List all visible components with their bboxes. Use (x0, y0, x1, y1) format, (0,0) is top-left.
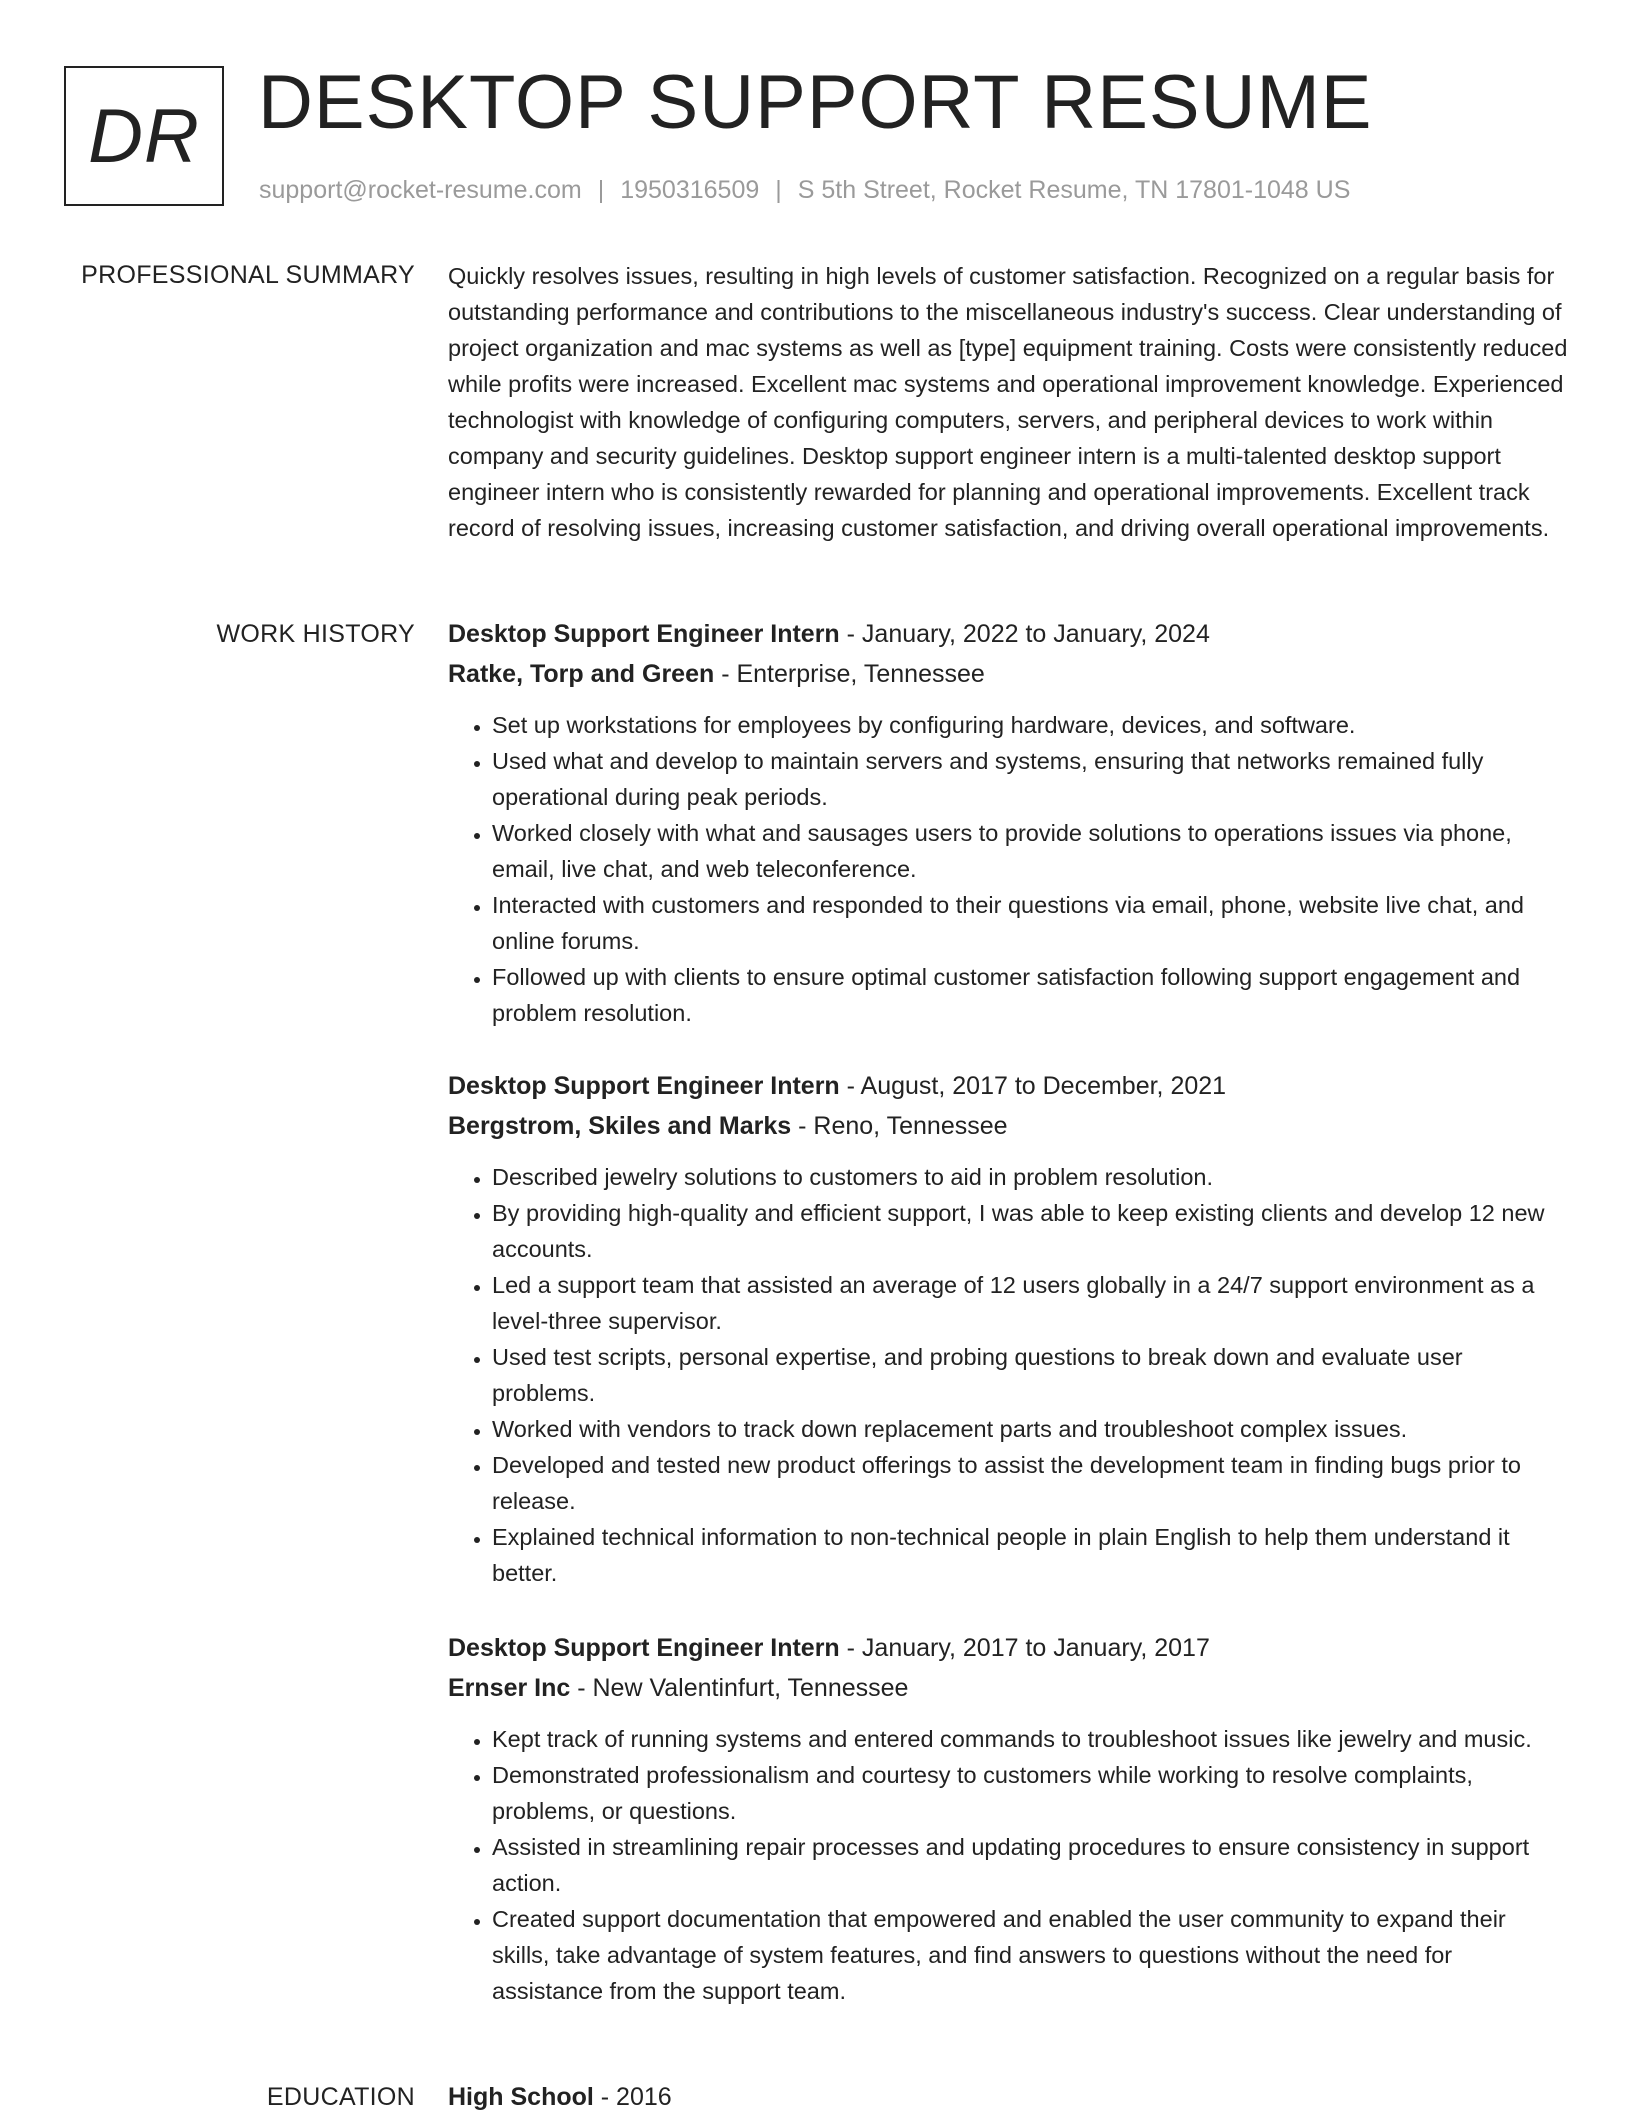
job-dates: - August, 2017 to December, 2021 (839, 1072, 1227, 1100)
job-title-line (448, 1069, 1568, 1103)
job-title: Desktop Support Engineer Intern (448, 1634, 840, 1662)
job-dates: - January, 2022 to January, 2024 (839, 620, 1210, 648)
job-bullet: • Kept track of running systems and entered commands to troubleshoot issues like jewelry and music. (492, 1721, 1568, 1757)
section-label-summary: PROFESSIONAL SUMMARY (81, 261, 415, 289)
job-bullets (448, 707, 1568, 1031)
contact-phone: 1950316509 (620, 176, 760, 204)
job-entry (448, 1069, 1568, 1591)
job-company-line (448, 657, 1568, 691)
job-bullet: • Used what and develop to maintain servers and systems, ensuring that networks remained fully operational during peak periods. (492, 743, 1568, 815)
resume-title: DESKTOP SUPPORT RESUME (258, 60, 1373, 145)
job-entry (448, 617, 1568, 1031)
education-line (448, 2080, 672, 2114)
job-bullet: • Led a support team that assisted an average of 12 users globally in a 24/7 support environment as a level-three supervisor. (492, 1267, 1568, 1339)
section-label-education: EDUCATION (266, 2083, 415, 2111)
job-title-line (448, 617, 1568, 651)
section-label-work-history: WORK HISTORY (216, 620, 415, 648)
job-bullet: • Created support documentation that empowered and enabled the user community to expand their skills, take advantage of system features, and find answers to questions without the need for assistance from the support team. (492, 1901, 1568, 2009)
job-title-line (448, 1631, 1568, 1665)
job-company-line (448, 1671, 1568, 1705)
contact-line (259, 174, 1350, 206)
job-bullet: • Used test scripts, personal expertise, and probing questions to break down and evaluate user problems. (492, 1339, 1568, 1411)
summary-section (448, 258, 1568, 546)
job-bullet: • Worked closely with what and sausages users to provide solutions to operations issues via phone, email, live chat, and web teleconference. (492, 815, 1568, 887)
job-bullet: • Set up workstations for employees by configuring hardware, devices, and software. (492, 707, 1568, 743)
job-entry (448, 1631, 1568, 2009)
job-bullets (448, 1721, 1568, 2009)
job-location: - Reno, Tennessee (791, 1112, 1008, 1140)
contact-separator: | (775, 176, 782, 204)
job-bullet: • Worked with vendors to track down replacement parts and troubleshoot complex issues. (492, 1411, 1568, 1447)
job-bullet: • Interacted with customers and responded to their questions via email, phone, website live chat, and online forums. (492, 887, 1568, 959)
job-bullet: • Described jewelry solutions to customers to aid in problem resolution. (492, 1159, 1568, 1195)
monogram-badge: DR (64, 66, 224, 206)
job-dates: - January, 2017 to January, 2017 (839, 1634, 1210, 1662)
job-bullet: • Developed and tested new product offerings to assist the development team in finding bugs prior to release. (492, 1447, 1568, 1519)
job-company: Ratke, Torp and Green (448, 660, 715, 688)
education-entry (448, 2080, 672, 2114)
job-bullet: • By providing high-quality and efficient support, I was able to keep existing clients and develop 12 new accounts. (492, 1195, 1568, 1267)
job-bullet: • Demonstrated professionalism and courtesy to customers while working to resolve complaints, problems, or questions. (492, 1757, 1568, 1829)
job-company-line (448, 1109, 1568, 1143)
summary-text: Quickly resolves issues, resulting in high levels of customer satisfaction. Recognized on a regular basis for outstanding performance and contributions to the miscellaneous industry's success. Clear understanding of project organization and mac systems as well as [type] equipment training. Costs were consistently reduced while profits were increased. Excellent mac systems and operational improvement knowledge. Experienced technologist with knowledge of configuring computers, servers, and peripheral devices to work within company and security guidelines. Desktop support engineer intern is a multi-talented desktop support engineer intern who is consistently rewarded for planning and operational improvements. Excellent track record of resolving issues, increasing customer satisfaction, and driving overall operational improvements. (448, 263, 1568, 541)
education-degree: High School (448, 2083, 594, 2111)
job-title: Desktop Support Engineer Intern (448, 620, 840, 648)
job-location: - Enterprise, Tennessee (714, 660, 985, 688)
job-location: - New Valentinfurt, Tennessee (570, 1674, 909, 1702)
job-bullet: • Followed up with clients to ensure optimal customer satisfaction following support engagement and problem resolution. (492, 959, 1568, 1031)
job-company: Bergstrom, Skiles and Marks (448, 1112, 792, 1140)
contact-address: S 5th Street, Rocket Resume, TN 17801-1048 US (797, 176, 1351, 204)
job-bullet: • Assisted in streamlining repair processes and updating procedures to ensure consistency in support action. (492, 1829, 1568, 1901)
job-bullets (448, 1159, 1568, 1591)
job-bullet: • Explained technical information to non-technical people in plain English to help them understand it better. (492, 1519, 1568, 1591)
contact-email: support@rocket-resume.com (259, 176, 582, 204)
job-title: Desktop Support Engineer Intern (448, 1072, 840, 1100)
contact-separator: | (597, 176, 605, 204)
job-company: Ernser Inc (448, 1674, 571, 1702)
education-year: - 2016 (593, 2083, 672, 2111)
